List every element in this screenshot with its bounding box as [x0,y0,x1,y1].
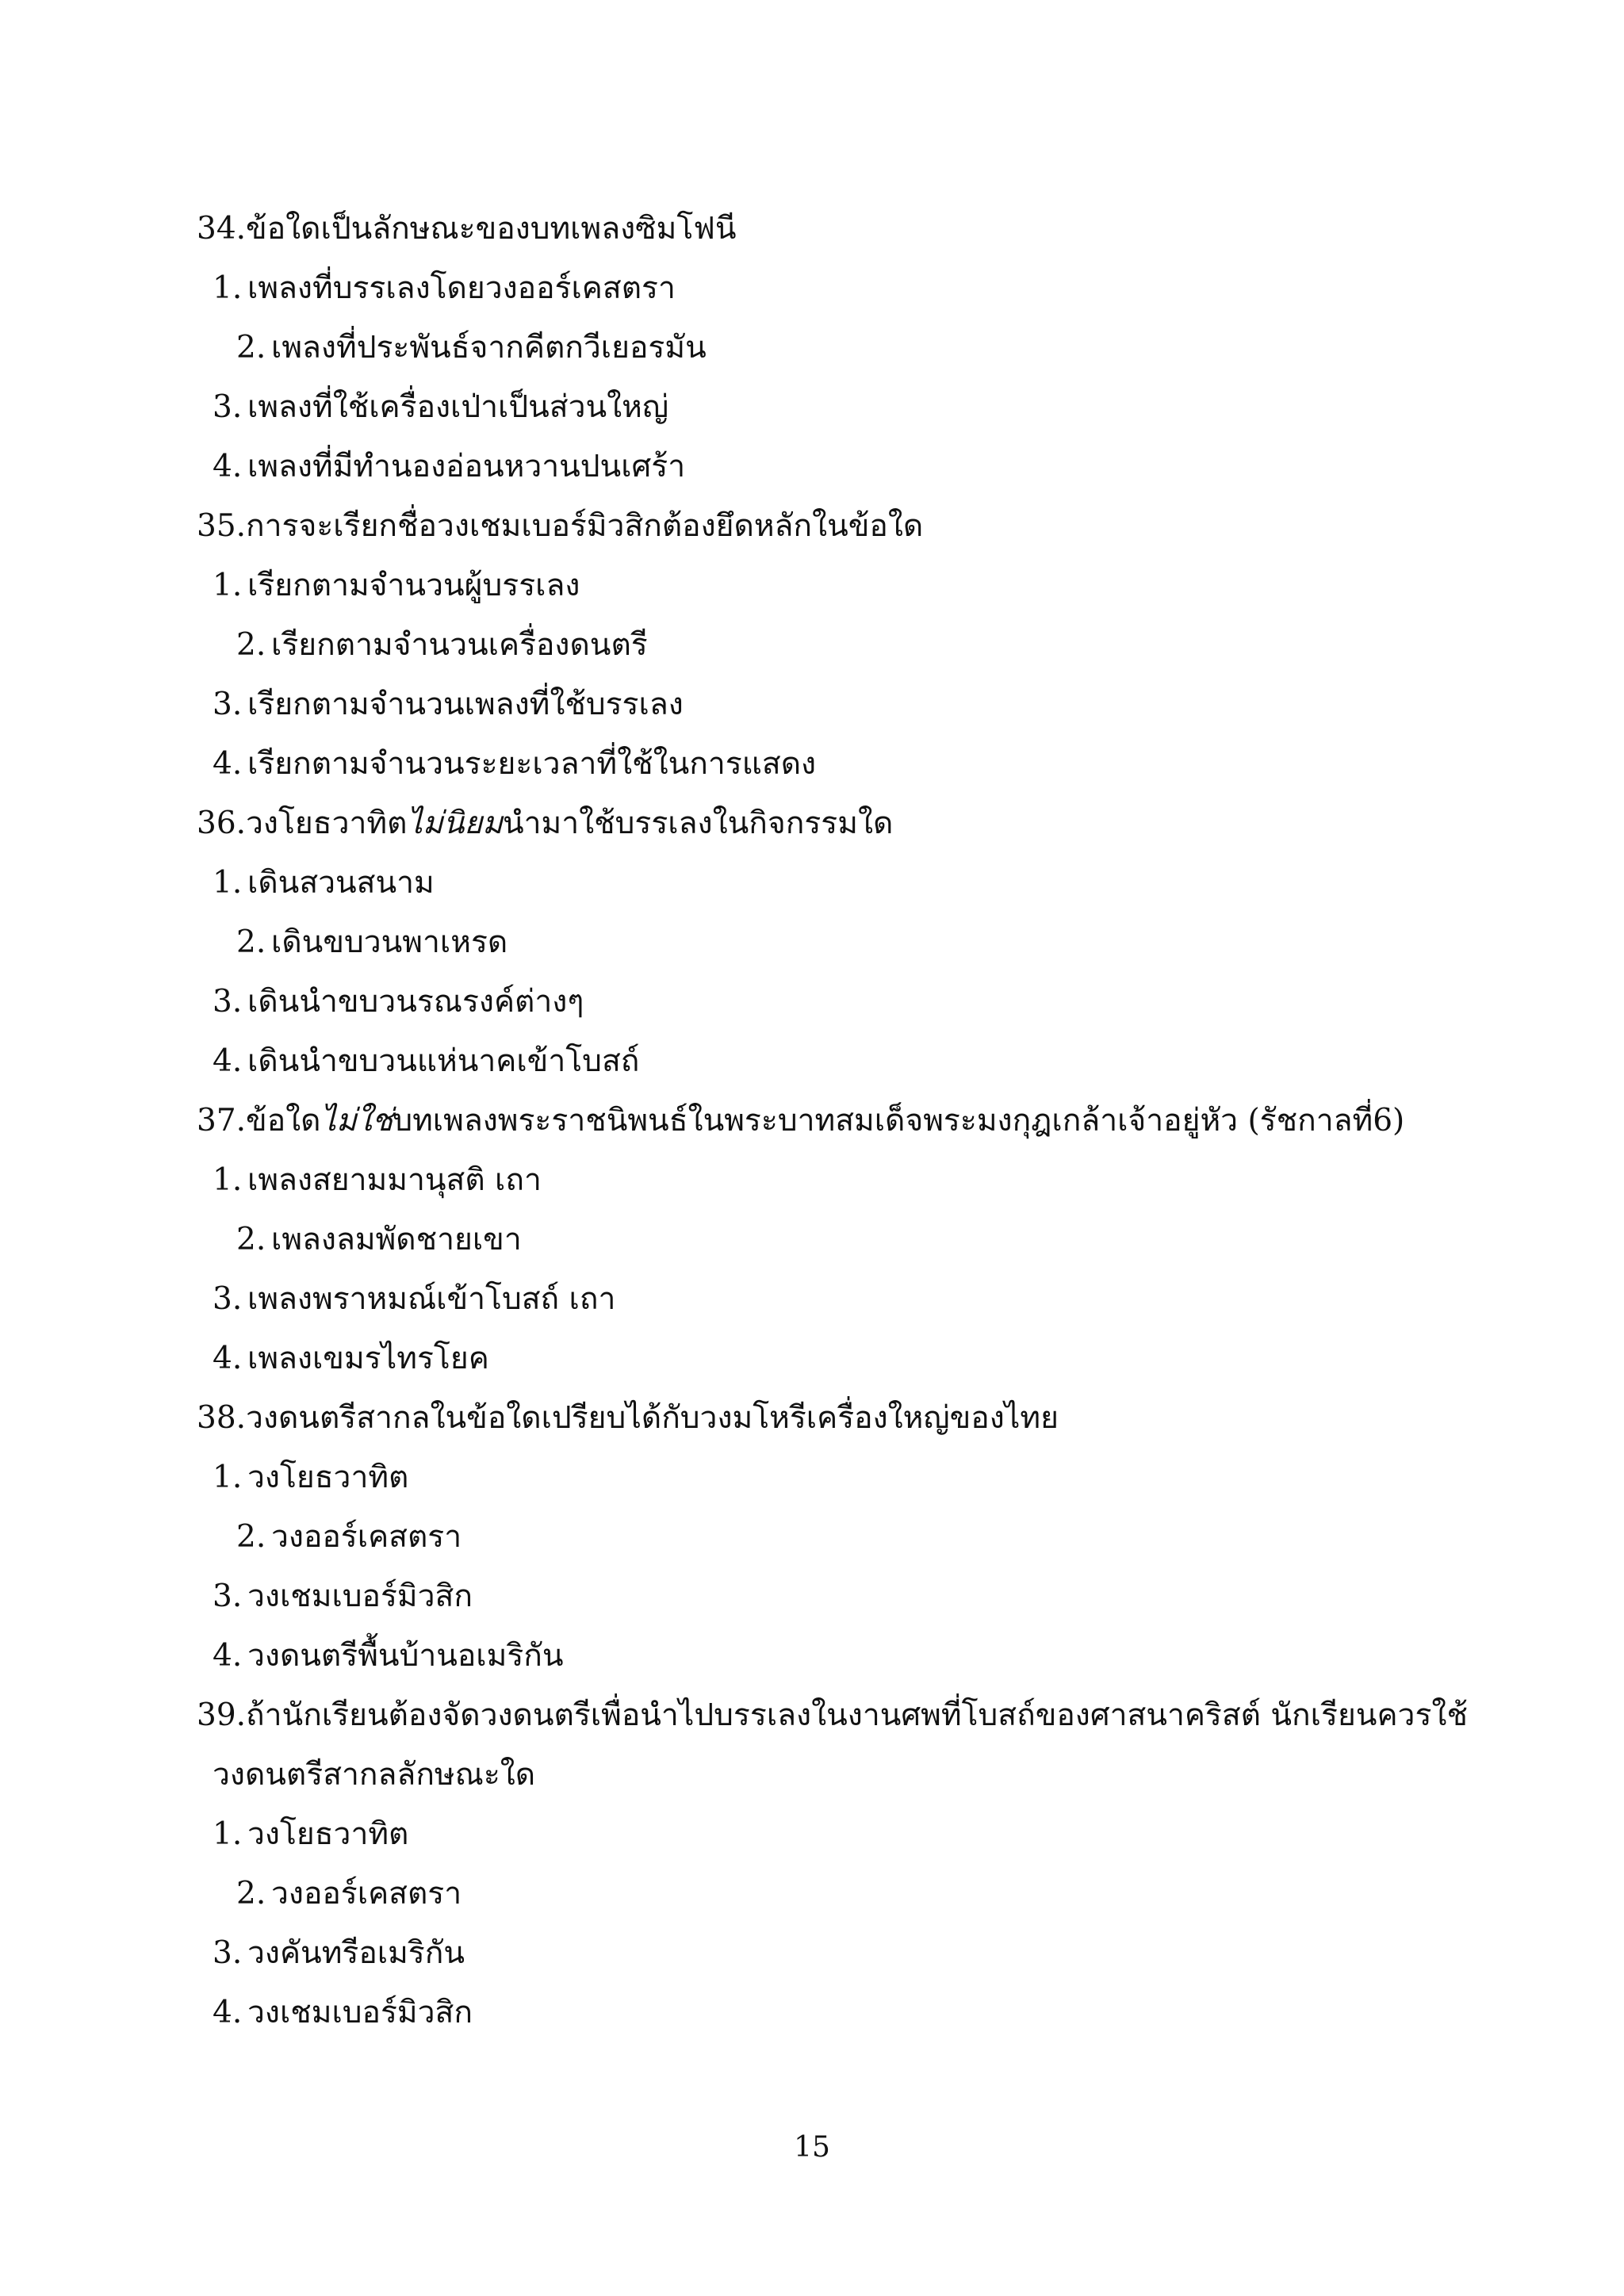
question-38 [197,1399,1059,1438]
option-number: 1. [213,1460,243,1495]
option [213,1815,408,1854]
page-number: 15 [794,2131,830,2164]
option-number: 2. [236,627,266,663]
option-number: 1. [213,568,243,603]
option-text: วงคันทรีอเมริกัน [247,1935,465,1971]
question-text: บทเพลงพระราชนิพนธ์ในพระบาทสมเด็จพระมงกุฎเกล้าเจ้าอยู่หัว (รัชกาลที่6) [393,1103,1405,1138]
option-number: 3. [213,1578,243,1614]
option [213,1339,489,1379]
option [213,685,684,725]
option-text: เพลงลมพัดชายเขา [271,1222,522,1257]
option-text: เดินนำขบวนแห่นาคเข้าโบสถ์ [247,1043,640,1079]
option [236,1220,522,1260]
option-number: 3. [213,687,243,722]
option-text: เพลงเขมรไทรโยค [247,1341,489,1376]
option [213,1280,615,1319]
question-text-continued: วงดนตรีสากลลักษณะใด [213,1757,536,1793]
question-37 [197,1101,1404,1141]
option [236,1517,462,1557]
option-number: 4. [213,1995,243,2030]
question-number: 35. [197,508,247,544]
option [213,1934,465,1973]
option [213,269,676,308]
option [213,982,584,1022]
question-39 [197,1696,1468,1735]
option [213,1042,639,1081]
option [236,626,648,665]
question-text: ถ้านักเรียนต้องจัดวงดนตรีเพื่อนำไปบรรเลงในงานศพที่โบสถ์ของศาสนาคริสต์ นักเรียนควรใช้ [246,1697,1468,1733]
option-number: 4. [213,1638,243,1674]
question-number: 39. [197,1697,247,1733]
option [213,388,668,427]
option-number: 1. [213,865,243,901]
option-number: 3. [213,1281,243,1317]
question-36 [197,804,893,844]
option-text: เรียกตามจำนวนเครื่องดนตรี [271,627,648,663]
option-text: วงออร์เคสตรา [271,1876,462,1911]
option-number: 1. [213,270,243,306]
option [213,744,816,784]
question-text: วงดนตรีสากลในข้อใดเปรียบได้กับวงมโหรีเครื่องใหญ่ของไทย [246,1400,1059,1436]
option [213,1161,542,1200]
question-emphasis: ไม่นิยม [407,806,503,841]
option-text: เพลงสยามมานุสติ เถา [247,1162,542,1198]
option [236,923,508,962]
option-number: 4. [213,449,243,484]
option-text: เพลงที่ใช้เครื่องเป่าเป็นส่วนใหญ่ [247,389,669,425]
question-text: นำมาใช้บรรเลงในกิจกรรมใด [502,806,894,841]
question-emphasis: ไม่ใช่ [320,1103,393,1138]
option-number: 3. [213,389,243,425]
option [213,566,580,606]
option-text: วงโยธวาทิต [247,1816,409,1852]
option-text: วงโยธวาทิต [247,1460,409,1495]
option-number: 4. [213,746,243,782]
option-number: 1. [213,1816,243,1852]
option [213,447,685,487]
option-text: เรียกตามจำนวนระยะเวลาที่ใช้ในการแสดง [247,746,817,782]
option [236,328,707,368]
option-text: เดินนำขบวนรณรงค์ต่างๆ [247,984,584,1020]
question-number: 37. [197,1103,247,1138]
option-text: เดินสวนสนาม [247,865,435,901]
question-number: 38. [197,1400,247,1436]
option-text: เพลงที่บรรเลงโดยวงออร์เคสตรา [247,270,676,306]
option-number: 2. [236,330,266,365]
option-text: เพลงพราหมณ์เข้าโบสถ์ เถา [247,1281,616,1317]
question-number: 34. [197,211,247,247]
option-number: 2. [236,924,266,960]
question-text: วงโยธวาทิต [246,806,408,841]
question-35 [197,507,923,546]
option [213,1993,473,2033]
question-text: ข้อใดเป็นลักษณะของบทเพลงซิมโฟนี [246,211,737,247]
option-number: 3. [213,984,243,1020]
option [213,1636,564,1676]
option-text: เรียกตามจำนวนเพลงที่ใช้บรรเลง [247,687,684,722]
option-number: 2. [236,1519,266,1555]
option-number: 3. [213,1935,243,1971]
question-number: 36. [197,806,247,841]
option-text: เพลงที่มีทำนองอ่อนหวานปนเศร้า [247,449,686,484]
question-34 [197,209,737,249]
option [236,1874,462,1914]
option-text: วงเชมเบอร์มิวสิก [247,1578,473,1614]
option-text: วงดนตรีพื้นบ้านอเมริกัน [247,1638,564,1674]
option-text: วงออร์เคสตรา [271,1519,462,1555]
option-number: 2. [236,1222,266,1257]
option-text: เรียกตามจำนวนผู้บรรเลง [247,568,580,603]
question-text: การจะเรียกชื่อวงเชมเบอร์มิวสิกต้องยึดหลักในข้อใด [246,508,924,544]
option-text: เพลงที่ประพันธ์จากคีตกวีเยอรมัน [271,330,707,365]
option-number: 1. [213,1162,243,1198]
option-text: เดินขบวนพาเหรด [271,924,508,960]
option [213,863,435,903]
option-number: 4. [213,1341,243,1376]
option-number: 4. [213,1043,243,1079]
option-text: วงเชมเบอร์มิวสิก [247,1995,473,2030]
option [213,1458,408,1498]
option-number: 2. [236,1876,266,1911]
option [213,1577,473,1617]
question-text: ข้อใด [246,1103,321,1138]
